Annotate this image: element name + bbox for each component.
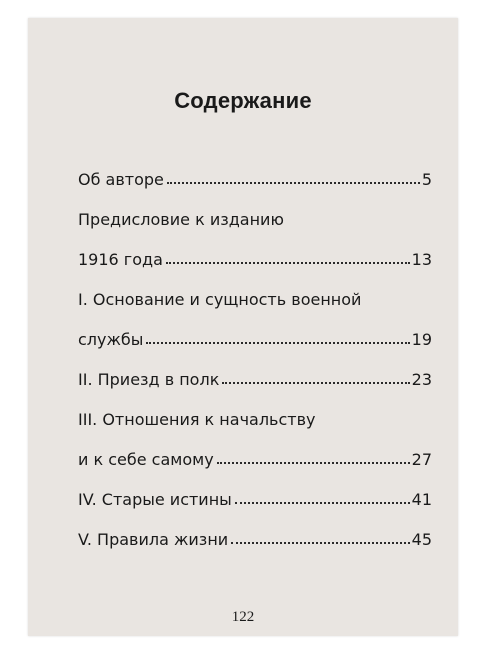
toc-entry-title: V. Правила жизни <box>78 530 229 549</box>
toc-entry-page: 41 <box>411 490 432 509</box>
dot-leader <box>166 251 410 265</box>
toc-entry-page: 13 <box>411 250 432 269</box>
toc-entry-chapter-5 <box>78 528 432 568</box>
toc-entry-chapter-2 <box>78 368 432 408</box>
toc-entry-chapter-3-line-1 <box>78 408 432 448</box>
dot-leader <box>167 171 420 185</box>
dot-leader <box>222 371 409 385</box>
toc-entry-page: 5 <box>421 170 432 189</box>
page-title: Содержание <box>174 88 312 113</box>
toc-entry-title: Об авторе <box>78 170 164 189</box>
toc-entry-title: II. Приезд в полк <box>78 370 220 389</box>
toc-entry-title: и к себе самому <box>78 450 214 469</box>
toc-entry-chapter-4 <box>78 488 432 528</box>
dot-leader <box>231 531 409 545</box>
toc-entry-chapter-1-line-2 <box>78 328 432 368</box>
toc-entry-page: 19 <box>411 330 432 349</box>
toc-entry-title: IV. Старые истины <box>78 490 232 509</box>
toc-entry-page: 23 <box>411 370 432 389</box>
toc-entry-title: I. Основание и сущность военной <box>78 290 362 309</box>
toc-entry-page: 45 <box>411 530 432 549</box>
dot-leader <box>217 451 410 465</box>
table-of-contents <box>78 168 432 568</box>
dot-leader <box>235 491 410 505</box>
page-number: 122 <box>231 609 255 625</box>
toc-entry-preface-line-1 <box>78 208 432 248</box>
toc-entry-title: III. Отношения к начальству <box>78 410 316 429</box>
toc-entry-title: Предисловие к изданию <box>78 210 284 229</box>
toc-entry-chapter-1-line-1 <box>78 288 432 328</box>
toc-entry-title: 1916 года <box>78 250 163 269</box>
dot-leader <box>146 331 409 345</box>
book-page <box>28 18 458 636</box>
toc-entry-page: 27 <box>411 450 432 469</box>
toc-entry-preface-line-2 <box>78 248 432 288</box>
toc-entry-chapter-3-line-2 <box>78 448 432 488</box>
toc-entry-about-author <box>78 168 432 208</box>
toc-entry-title: службы <box>78 330 144 349</box>
